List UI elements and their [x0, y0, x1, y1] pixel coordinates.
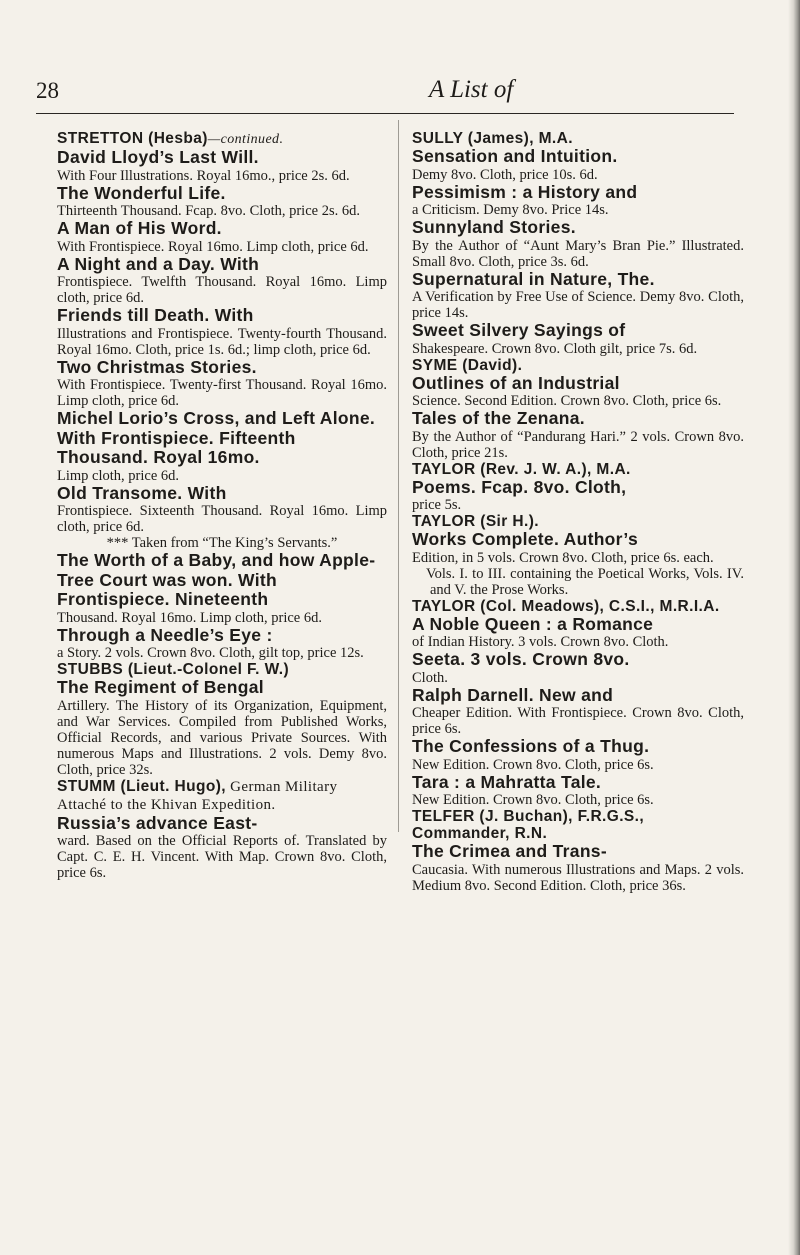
book-title: Michel Lorio’s Cross, and Left Alone. With Frontispiece. Fifteenth Thousand. Royal 16mo.: [57, 408, 376, 467]
book-description: By the Author of “Pandurang Hari.” 2 vols. Crown 8vo. Cloth, price 21s.: [412, 428, 744, 461]
book-description: Shakespeare. Crown 8vo. Cloth gilt, price 7s. 6d.: [412, 340, 698, 357]
book-description: Science. Second Edition. Crown 8vo. Cloth, price 6s.: [412, 393, 722, 409]
book-title: Russia’s advance East-: [57, 812, 258, 833]
book-description: By the Author of “Aunt Mary’s Bran Pie.” Illustrated. Small 8vo. Cloth, price 3s. 6d.: [412, 237, 744, 270]
book-description: a Story. 2 vols. Crown 8vo. Cloth, gilt top, price 12s.: [57, 645, 364, 661]
book-description: a Criticism. Demy 8vo. Price 14s.: [412, 202, 609, 218]
book-description: Limp cloth, price 6d.: [57, 467, 180, 484]
book-description: of Indian History. 3 vols. Crown 8vo. Cloth.: [412, 634, 669, 650]
book-title: Tara : a Mahratta Tale.: [412, 771, 602, 792]
author-heading: TAYLOR (Col. Meadows), C.S.I., M.R.I.A.: [412, 597, 720, 615]
book-title: The Confessions of a Thug.: [412, 736, 650, 756]
book-title: The Crimea and Trans-: [412, 841, 607, 861]
page-number: 28: [36, 78, 59, 103]
source-note: *** Taken from “The King’s Servants.”: [106, 535, 338, 551]
book-description: Demy 8vo. Cloth, price 10s. 6d.: [412, 166, 598, 183]
book-description: Thirteenth Thousand. Fcap. 8vo. Cloth, price 2s. 6d.: [57, 203, 360, 219]
book-description: Thousand. Royal 16mo. Limp cloth, price 6d.: [57, 609, 322, 626]
page-header: [36, 76, 736, 116]
book-title: Outlines of an Industrial: [412, 372, 620, 393]
book-spine-shadow: [788, 0, 800, 1255]
author-heading: STRETTON (Hesba)—continued.: [57, 130, 284, 147]
book-title: Old Transome. With: [57, 482, 227, 503]
book-description: Edition, in 5 vols. Crown 8vo. Cloth, price 6s. each.: [412, 549, 714, 566]
book-description: Frontispiece. Sixteenth Thousand. Royal 16mo. Limp cloth, price 6d.: [57, 503, 387, 535]
book-title: Friends till Death. With: [57, 305, 254, 325]
book-description: With Frontispiece. Twenty-first Thousand. Royal 16mo. Limp cloth, price 6d.: [57, 377, 387, 409]
author-heading: STUMM (Lieut. Hugo), German Military Attaché to the Khivan Expedition.: [57, 777, 338, 813]
author-heading: TELFER (J. Buchan), F.R.G.S., Commander, R.N.: [412, 808, 645, 842]
book-title: The Regiment of Bengal: [57, 677, 264, 697]
book-description: Artillery. The History of its Organization, Equipment, and War Services. Compiled from Published Works, Official Records, and various Private Sources. With numerous Maps and Illustrations. 2 vols. Demy 8vo. Cloth, price 32s.: [57, 697, 387, 778]
book-title: The Worth of a Baby, and how Apple-Tree Court was won. With Frontispiece. Nineteenth: [57, 550, 376, 609]
book-title: A Noble Queen : a Romance: [412, 613, 654, 634]
book-description: Cloth.: [412, 669, 448, 686]
book-title: Sunnyland Stories.: [412, 217, 576, 237]
book-title: Two Christmas Stories.: [57, 356, 257, 377]
book-description: Illustrations and Frontispiece. Twenty-fourth Thousand. Royal 16mo. Cloth, price 1s. 6d.; limp cloth, price 6d.: [57, 325, 387, 358]
book-title: Sensation and Intuition.: [412, 146, 618, 166]
author-heading: STUBBS (Lieut.-Colonel F. W.): [57, 661, 290, 678]
book-description: New Edition. Crown 8vo. Cloth, price 6s.: [412, 756, 654, 773]
author-heading: SYME (David).: [412, 356, 523, 374]
book-title: A Man of His Word.: [57, 218, 222, 238]
book-description: A Verification by Free Use of Science. Demy 8vo. Cloth, price 14s.: [412, 289, 744, 321]
book-title: Seeta. 3 vols. Crown 8vo.: [412, 649, 630, 669]
book-title: Supernatural in Nature, The.: [412, 268, 655, 289]
book-title: Tales of the Zenana.: [412, 408, 585, 428]
book-description: With Frontispiece. Royal 16mo. Limp cloth, price 6d.: [57, 238, 369, 255]
book-description: Cheaper Edition. With Frontispiece. Crown 8vo. Cloth, price 6s.: [412, 705, 744, 737]
book-title: Ralph Darnell. New and: [412, 684, 614, 705]
book-title: The Wonderful Life.: [57, 182, 226, 203]
right-column: [412, 130, 744, 894]
book-title: Pessimism : a History and: [412, 181, 638, 202]
book-title: David Lloyd’s Last Will.: [57, 147, 259, 167]
author-heading: TAYLOR (Sir H.).: [412, 513, 539, 530]
book-title: A Night and a Day. With: [57, 253, 260, 274]
book-description: Frontispiece. Twelfth Thousand. Royal 16mo. Limp cloth, price 6d.: [57, 274, 387, 306]
author-heading: TAYLOR (Rev. J. W. A.), M.A.: [412, 460, 631, 478]
book-description: Caucasia. With numerous Illustrations and Maps. 2 vols. Medium 8vo. Second Edition. Cloth, price 36s.: [412, 861, 744, 894]
book-description: With Four Illustrations. Royal 16mo., price 2s. 6d.: [57, 167, 350, 184]
book-description: ward. Based on the Official Reports of. Translated by Capt. C. E. H. Vincent. With Map. Crown 8vo. Cloth, price 6s.: [57, 833, 387, 881]
book-description: price 5s.: [412, 497, 462, 513]
header-rule: [36, 113, 734, 114]
left-column: [57, 130, 387, 881]
column-divider: [398, 120, 399, 832]
book-title: Works Complete. Author’s: [412, 529, 638, 549]
author-heading: SULLY (James), M.A.: [412, 130, 573, 147]
book-title: Sweet Silvery Sayings of: [412, 320, 626, 340]
running-title: A List of: [429, 76, 514, 103]
book-title: Poems. Fcap. 8vo. Cloth,: [412, 476, 627, 497]
book-description: New Edition. Crown 8vo. Cloth, price 6s.: [412, 792, 654, 808]
book-title: Through a Needle’s Eye :: [57, 624, 273, 645]
book-description: Vols. I. to III. containing the Poetical Works, Vols. IV. and V. the Prose Works.: [426, 565, 744, 598]
